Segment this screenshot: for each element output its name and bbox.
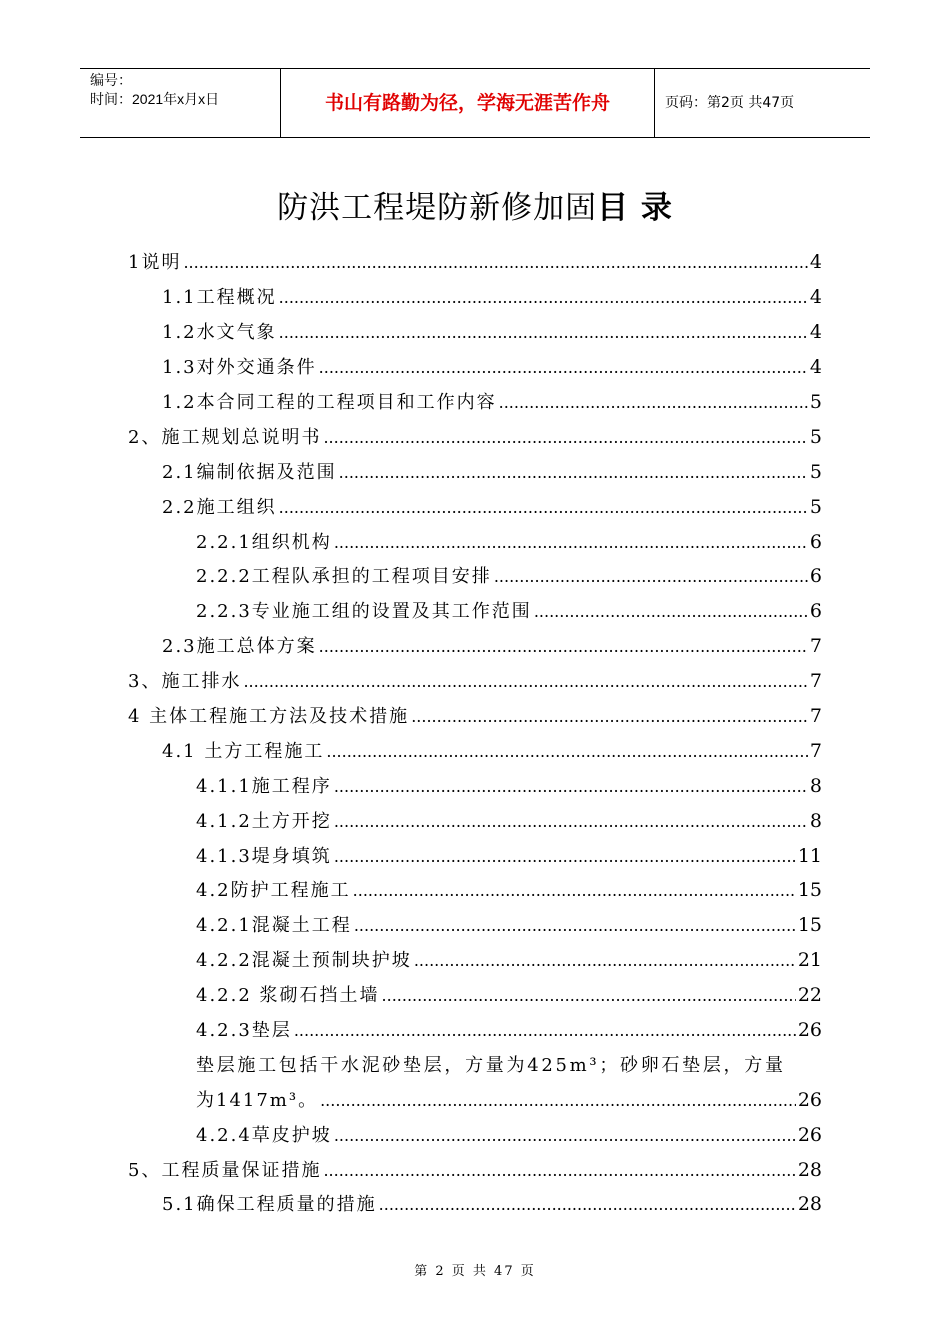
toc-page-number: 6 xyxy=(809,565,822,588)
header-number-label: 编号： xyxy=(90,72,132,88)
page-header xyxy=(80,68,870,138)
toc-dot-leader xyxy=(411,707,808,726)
toc-dot-leader xyxy=(339,463,808,482)
toc-entry[interactable] xyxy=(0,977,950,1012)
toc-dot-leader xyxy=(334,812,808,831)
toc-entry-title: 4.2.4草皮护坡 xyxy=(196,1124,332,1146)
toc-entry[interactable] xyxy=(0,384,950,419)
toc-entry[interactable] xyxy=(0,802,950,837)
table-of-contents xyxy=(0,244,950,1221)
toc-page-number: 7 xyxy=(809,635,822,658)
toc-entry-title: 1说明 xyxy=(128,252,182,274)
toc-entry[interactable] xyxy=(0,628,950,663)
toc-dot-leader xyxy=(414,951,796,970)
toc-dot-leader xyxy=(279,498,808,517)
toc-dot-leader xyxy=(183,253,807,272)
toc-page-number: 15 xyxy=(797,914,822,937)
toc-dot-leader xyxy=(279,323,808,342)
toc-entry[interactable] xyxy=(0,1186,950,1221)
toc-entry-title: 1.2水文气象 xyxy=(162,322,277,344)
toc-entry[interactable] xyxy=(0,1116,950,1151)
toc-entry[interactable] xyxy=(0,767,950,802)
toc-entry[interactable] xyxy=(0,1046,950,1081)
toc-page-number: 7 xyxy=(809,670,822,693)
toc-dot-leader xyxy=(323,1161,795,1180)
document-title xyxy=(0,186,950,230)
toc-entry-title: 4.1.3堤身填筑 xyxy=(196,845,332,867)
toc-entry-title: 2、施工规划总说明书 xyxy=(128,426,322,448)
toc-page-number: 6 xyxy=(809,600,822,623)
toc-entry[interactable] xyxy=(0,732,950,767)
toc-entry[interactable] xyxy=(0,488,950,523)
toc-page-number: 8 xyxy=(809,774,822,797)
toc-page-number: 5 xyxy=(809,495,822,518)
toc-entry[interactable] xyxy=(0,314,950,349)
title-main: 防洪工程堤防新修加固 xyxy=(277,190,598,226)
toc-page-number: 4 xyxy=(809,251,822,274)
toc-entry-title: 2.1编制依据及范围 xyxy=(162,461,337,483)
toc-entry-title: 4.2.2 浆砌石挡土墙 xyxy=(196,985,380,1007)
toc-page-number: 5 xyxy=(809,425,822,448)
toc-entry-title: 2.2.1组织机构 xyxy=(196,531,332,553)
toc-page-number: 21 xyxy=(797,949,822,972)
toc-page-number: 26 xyxy=(797,1123,822,1146)
header-page-info: 页码：第2页 共47页 xyxy=(665,95,795,111)
toc-dot-leader xyxy=(534,602,808,621)
toc-dot-leader xyxy=(354,916,796,935)
toc-entry-title: 4.2防护工程施工 xyxy=(196,880,351,902)
toc-dot-leader xyxy=(326,742,808,761)
toc-body-text: 垫层施工包括干水泥砂垫层，方量为425m³；砂卵石垫层，方量 xyxy=(196,1054,786,1076)
toc-dot-leader xyxy=(320,1091,796,1110)
toc-entry-title: 1.1工程概况 xyxy=(162,287,277,309)
toc-dot-leader xyxy=(294,1021,796,1040)
toc-entry[interactable] xyxy=(0,663,950,698)
toc-entry[interactable] xyxy=(0,453,950,488)
toc-entry-title: 2.2.2工程队承担的工程项目安排 xyxy=(196,566,492,588)
toc-entry[interactable] xyxy=(0,279,950,314)
page-footer: 第 2 页 共 47 页 xyxy=(414,1264,536,1279)
toc-entry-title: 1.3对外交通条件 xyxy=(162,357,317,379)
toc-entry-title: 4.2.3垫层 xyxy=(196,1020,292,1042)
toc-page-number: 22 xyxy=(797,984,822,1007)
toc-page-number: 5 xyxy=(809,391,822,413)
toc-dot-leader xyxy=(494,567,808,586)
header-date: 时间：2021年x月x日 xyxy=(90,91,220,107)
toc-entry[interactable] xyxy=(0,942,950,977)
toc-entry-title: 2.3施工总体方案 xyxy=(162,636,317,658)
toc-entry-title: 2.2.3专业施工组的设置及其工作范围 xyxy=(196,601,532,623)
toc-entry[interactable] xyxy=(0,837,950,872)
toc-entry-title: 4.1.1施工程序 xyxy=(196,775,332,797)
toc-page-number: 4 xyxy=(809,356,822,379)
toc-dot-leader xyxy=(334,777,808,796)
toc-entry[interactable] xyxy=(0,1012,950,1047)
toc-dot-leader xyxy=(334,847,796,866)
toc-dot-leader xyxy=(323,428,807,447)
toc-page-number: 4 xyxy=(809,321,822,344)
toc-entry-title: 4.2.2混凝土预制块护坡 xyxy=(196,950,412,972)
toc-entry[interactable] xyxy=(0,523,950,558)
toc-page-number: 7 xyxy=(809,705,822,728)
toc-entry[interactable] xyxy=(0,1151,950,1186)
toc-entry[interactable] xyxy=(0,907,950,942)
toc-dot-leader xyxy=(334,1126,796,1145)
toc-page-number: 8 xyxy=(809,809,822,832)
toc-entry[interactable] xyxy=(0,349,950,384)
toc-dot-leader xyxy=(382,986,796,1005)
toc-entry-title: 4 主体工程施工方法及技术措施 xyxy=(128,706,410,728)
toc-page-number: 15 xyxy=(797,879,822,902)
toc-dot-leader xyxy=(319,358,808,377)
toc-entry[interactable] xyxy=(0,244,950,279)
toc-entry-title: 4.2.1混凝土工程 xyxy=(196,915,352,937)
toc-page-number: 28 xyxy=(797,1193,822,1216)
toc-entry[interactable] xyxy=(0,593,950,628)
toc-entry[interactable] xyxy=(0,418,950,453)
toc-dot-leader xyxy=(379,1195,796,1214)
toc-entry-title: 5、工程质量保证措施 xyxy=(128,1159,322,1181)
toc-entry[interactable] xyxy=(0,698,950,733)
header-motto: 书山有路勤为径，学海无涯苦作舟 xyxy=(280,69,655,137)
toc-entry[interactable] xyxy=(0,558,950,593)
toc-entry-title: 4.1.2土方开挖 xyxy=(196,810,332,832)
toc-entry-title: 5.1确保工程质量的措施 xyxy=(162,1194,377,1216)
toc-page-number: 7 xyxy=(809,739,822,762)
toc-entry[interactable] xyxy=(0,1081,950,1116)
toc-dot-leader xyxy=(279,288,808,307)
toc-entry-title: 4.1 土方工程施工 xyxy=(162,740,325,762)
toc-dot-leader xyxy=(334,533,808,552)
toc-entry-title: 为1417m³。 xyxy=(196,1089,319,1111)
toc-entry-title: 2.2施工组织 xyxy=(162,496,277,518)
header-meta xyxy=(80,69,280,137)
toc-page-number: 5 xyxy=(809,460,822,483)
toc-page-number: 11 xyxy=(797,844,822,867)
toc-entry-title: 1.2本合同工程的工程项目和工作内容 xyxy=(162,392,497,413)
toc-dot-leader xyxy=(243,672,807,691)
toc-entry[interactable] xyxy=(0,872,950,907)
toc-page-number: 26 xyxy=(797,1088,822,1111)
toc-page-number: 28 xyxy=(797,1158,822,1181)
title-toc-label: 目 录 xyxy=(597,190,673,226)
toc-dot-leader xyxy=(319,637,808,656)
toc-dot-leader xyxy=(499,393,808,412)
toc-page-number: 26 xyxy=(797,1019,822,1042)
toc-page-number: 6 xyxy=(809,530,822,553)
toc-page-number: 4 xyxy=(809,286,822,309)
toc-entry-title: 3、施工排水 xyxy=(128,671,242,693)
toc-dot-leader xyxy=(353,881,796,900)
